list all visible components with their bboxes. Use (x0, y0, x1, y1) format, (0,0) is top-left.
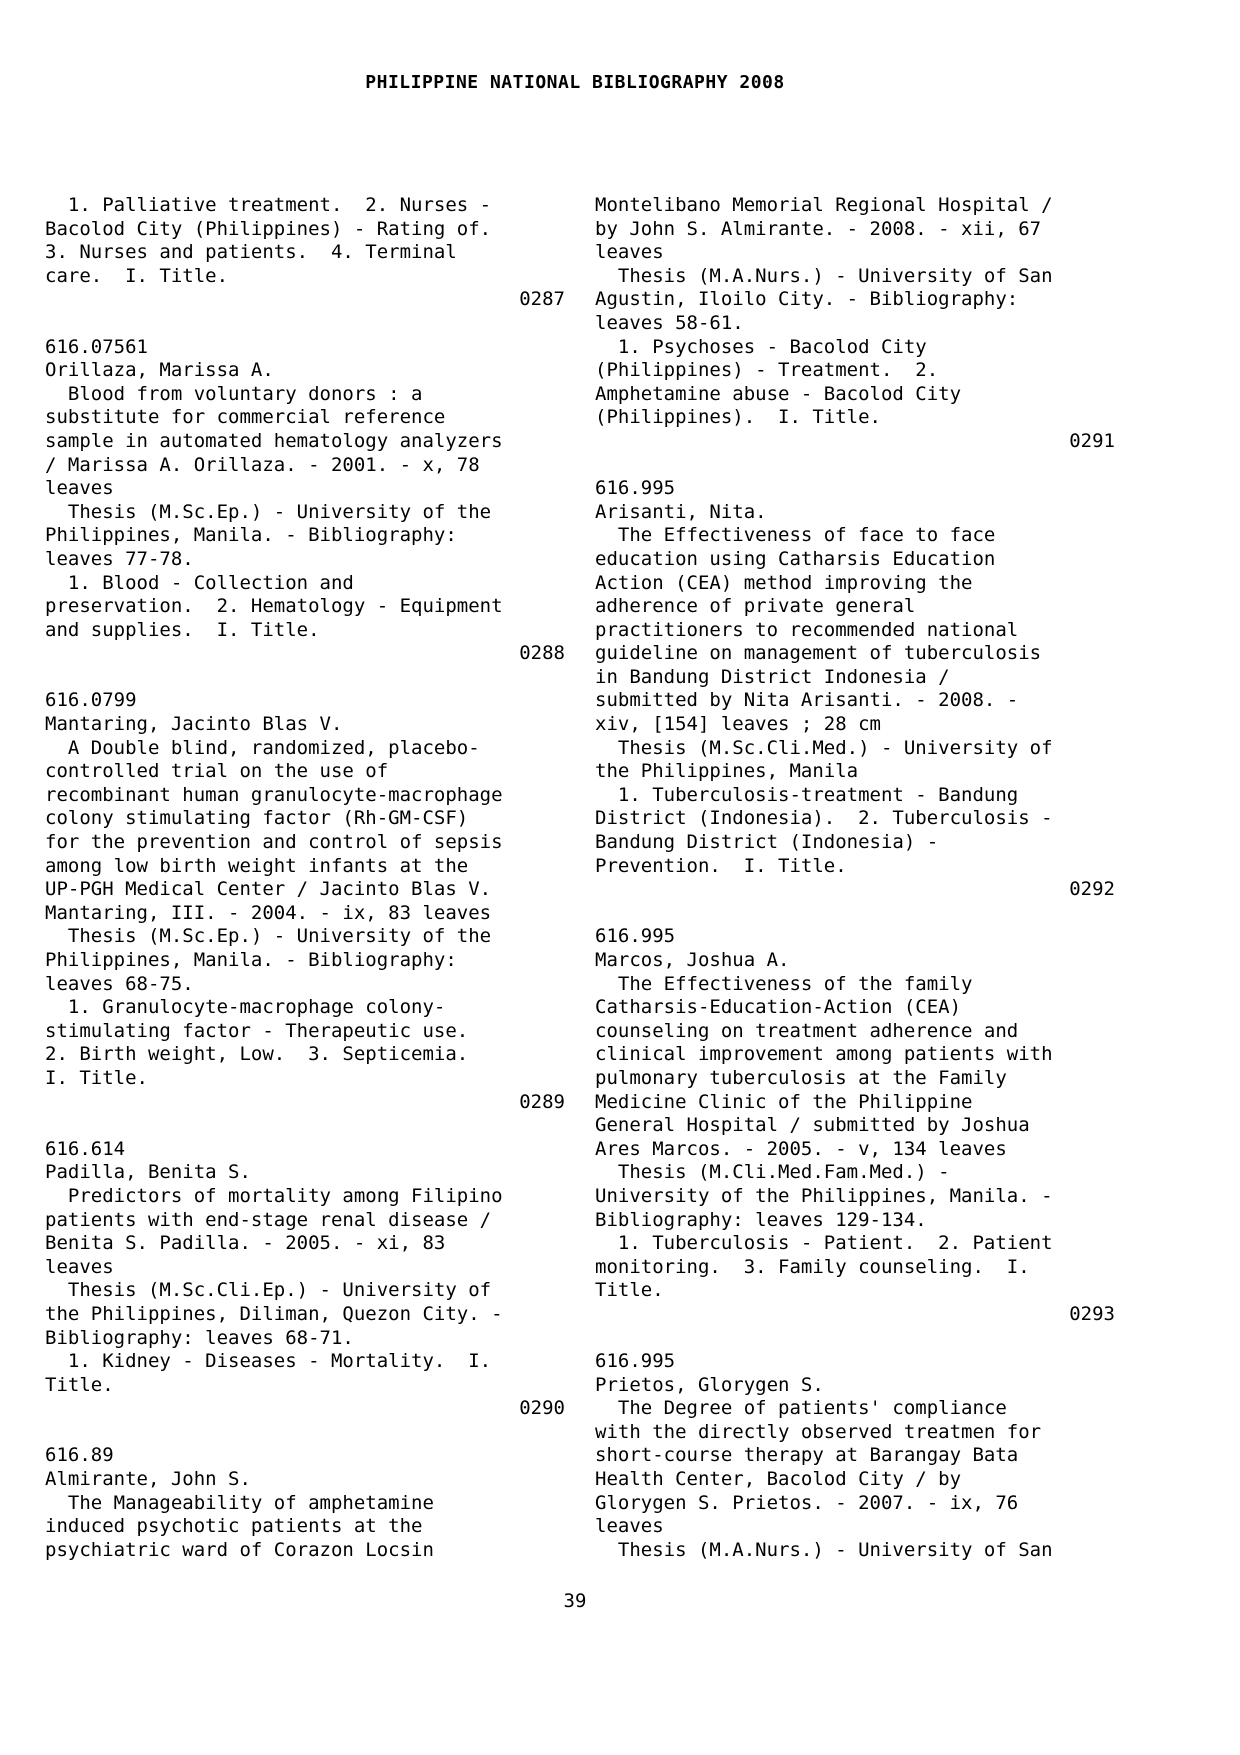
entry-text-line: Thesis (M.Sc.Ep.) - University of the (45, 925, 492, 948)
entry-number: 0290 (519, 1397, 565, 1420)
entry-text-line: the Philippines, Diliman, Quezon City. - (45, 1302, 503, 1325)
entry-text-line: adherence of private general (595, 595, 916, 618)
entry-text-line: 1. Granulocyte-macrophage colony- (45, 996, 446, 1019)
entry-text-line: Ares Marcos. - 2005. - v, 134 leaves (595, 1137, 1007, 1160)
entry-text-line: recombinant human granulocyte-macrophage (45, 783, 503, 806)
entry-text-line: colony stimulating factor (Rh-GM-CSF) (45, 807, 469, 830)
entry-text-line: Bacolod City (Philippines) - Rating of. (45, 217, 492, 240)
entry-text-line: / Marissa A. Orillaza. - 2001. - x, 78 (45, 453, 480, 476)
entry-text-line: Thesis (M.A.Nurs.) - University of San (595, 264, 1053, 287)
entry-text-line: Thesis (M.A.Nurs.) - University of San (595, 1538, 1053, 1561)
entry-text-line: guideline on management of tuberculosis (595, 642, 1042, 665)
entry-text-line: Arisanti, Nita. (595, 500, 767, 523)
entry-text-line: 616.995 (595, 1350, 676, 1373)
entry-text-line: Marcos, Joshua A. (595, 949, 790, 971)
blank-line (595, 454, 1115, 478)
entry-text-line: sample in automated hematology analyzers (45, 429, 503, 452)
entry-text-line: Bibliography: leaves 129-134. (595, 1208, 927, 1231)
entry-text-line: education using Catharsis Education (595, 547, 996, 570)
entry-text-line: 616.614 (45, 1137, 126, 1160)
entry-text-line: 3. Nurses and patients. 4. Terminal (45, 241, 457, 264)
entry-text-line: among low birth weight infants at the (45, 854, 469, 877)
entry-number: 0288 (519, 642, 565, 665)
entry-text-line: 2. Birth weight, Low. 3. Septicemia. (45, 1043, 469, 1066)
entry-text-line: with the directly observed treatmen for (595, 1420, 1042, 1443)
entry-text-line: A Double blind, randomized, placebo- (45, 736, 480, 759)
blank-line (595, 902, 1115, 926)
entry-text-line: General Hospital / submitted by Joshua (595, 1114, 1030, 1137)
entry-text-line: leaves (595, 241, 664, 264)
entry-text-line: (Philippines). I. Title. (595, 406, 881, 429)
entry-text-line: substitute for commercial reference (45, 406, 446, 429)
entry-number: 0292 (1069, 878, 1115, 901)
entry-text-line: by John S. Almirante. - 2008. - xii, 67 (595, 217, 1042, 240)
entry-text-line: Action (CEA) method improving the (595, 571, 973, 594)
entry-text-line: Agustin, Iloilo City. - Bibliography: (595, 288, 1019, 311)
entry-text-line: Blood from voluntary donors : a (45, 382, 423, 405)
blank-line (595, 1327, 1115, 1351)
entry-text-line: I. Title. (45, 1066, 148, 1089)
entry-text-line: UP-PGH Medical Center / Jacinto Blas V. (45, 878, 492, 901)
entry-text-line: Almirante, John S. (45, 1468, 251, 1491)
left-column (45, 194, 565, 1562)
entry-text-line: Health Center, Bacolod City / by (595, 1468, 962, 1491)
page-title: PHILIPPINE NATIONAL BIBLIOGRAPHY 2008 (365, 72, 785, 93)
entry-text-line: submitted by Nita Arisanti. - 2008. - (595, 689, 1019, 712)
right-column (595, 194, 1115, 1562)
entry-text-line: The Effectiveness of face to face (595, 524, 996, 547)
entry-number: 0293 (1069, 1302, 1115, 1325)
entry-text-line: preservation. 2. Hematology - Equipment (45, 595, 503, 618)
entry-text-line: in Bandung District Indonesia / (595, 665, 950, 688)
entry-text-line: psychiatric ward of Corazon Locsin (45, 1538, 434, 1561)
entry-text-line: leaves 68-75. (45, 972, 194, 995)
entry-text-line: Amphetamine abuse - Bacolod City (595, 382, 962, 405)
entry-text-line: 616.995 (595, 925, 676, 948)
entry-text-line: leaves (45, 1255, 114, 1278)
entry-text-line: the Philippines, Manila (595, 760, 859, 783)
entry-text-line: for the prevention and control of sepsis (45, 831, 503, 854)
entry-text-line: Bandung District (Indonesia) - (595, 831, 939, 854)
entry-text-line: practitioners to recommended national (595, 618, 1019, 641)
entry-text-line: (Philippines) - Treatment. 2. (595, 359, 939, 382)
entry-text-line: The Manageability of amphetamine (45, 1491, 434, 1514)
entry-text-line: Title. (45, 1373, 114, 1396)
entry-text-line: clinical improvement among patients with (595, 1043, 1053, 1066)
entry-text-line: leaves (45, 477, 114, 500)
entry-text-line: Thesis (M.Sc.Cli.Med.) - University of (595, 736, 1053, 759)
blank-line (45, 666, 565, 690)
entry-text-line: 616.89 (45, 1444, 114, 1467)
entry-text-line: Predictors of mortality among Filipino (45, 1184, 503, 1207)
blank-line (45, 1114, 565, 1138)
entry-text-line: pulmonary tuberculosis at the Family (595, 1066, 1007, 1089)
entry-text-line: District (Indonesia). 2. Tuberculosis - (595, 807, 1053, 830)
entry-text-line: Benita S. Padilla. - 2005. - xi, 83 (45, 1232, 446, 1255)
entry-text-line: Philippines, Manila. - Bibliography: (45, 949, 457, 971)
entry-text-line: Philippines, Manila. - Bibliography: (45, 524, 457, 547)
entry-text-line: Thesis (M.Sc.Cli.Ep.) - University of (45, 1279, 492, 1302)
entry-text-line: leaves 77-78. (45, 547, 194, 570)
entry-text-line: Orillaza, Marissa A. (45, 359, 274, 382)
entry-text-line: The Degree of patients' compliance (595, 1397, 1007, 1420)
entry-text-line: The Effectiveness of the family (595, 972, 973, 995)
entry-text-line: 1. Kidney - Diseases - Mortality. I. (45, 1350, 492, 1373)
entry-text-line: 1. Psychoses - Bacolod City (595, 335, 927, 358)
blank-line (45, 1421, 565, 1445)
entry-text-line: Montelibano Memorial Regional Hospital / (595, 194, 1053, 216)
entry-text-line: induced psychotic patients at the (45, 1515, 423, 1538)
entry-text-line: Thesis (M.Cli.Med.Fam.Med.) - (595, 1161, 950, 1184)
entry-text-line: short-course therapy at Barangay Bata (595, 1444, 1019, 1467)
entry-text-line: stimulating factor - Therapeutic use. (45, 1019, 469, 1042)
entry-text-line: Catharsis-Education-Action (CEA) (595, 996, 962, 1019)
entry-text-line: care. I. Title. (45, 264, 229, 287)
entry-text-line: xiv, [154] leaves ; 28 cm (595, 713, 881, 736)
entry-text-line: counseling on treatment adherence and (595, 1019, 1019, 1042)
entry-text-line: Bibliography: leaves 68-71. (45, 1326, 354, 1349)
blank-line (45, 312, 565, 336)
entry-text-line: Medicine Clinic of the Philippine (595, 1090, 973, 1113)
entry-text-line: 616.995 (595, 477, 676, 500)
entry-text-line: Glorygen S. Prietos. - 2007. - ix, 76 (595, 1491, 1019, 1514)
entry-text-line: Prevention. I. Title. (595, 854, 847, 877)
entry-text-line: 1. Tuberculosis-treatment - Bandung (595, 783, 1019, 806)
entry-text-line: 616.07561 (45, 335, 148, 358)
entry-text-line: monitoring. 3. Family counseling. I. (595, 1255, 1030, 1278)
entry-text-line: Mantaring, Jacinto Blas V. (45, 713, 343, 736)
page-number: 39 (563, 1590, 587, 1612)
entry-text-line: 1. Tuberculosis - Patient. 2. Patient (595, 1232, 1053, 1255)
entry-text-line: 1. Blood - Collection and (45, 571, 354, 594)
entry-text-line: University of the Philippines, Manila. - (595, 1184, 1053, 1207)
entry-number: 0289 (519, 1090, 565, 1113)
entry-text-line: Prietos, Glorygen S. (595, 1373, 824, 1396)
entry-text-line: 1. Palliative treatment. 2. Nurses - (45, 194, 492, 216)
entry-text-line: Padilla, Benita S. (45, 1161, 251, 1184)
entry-text-line: leaves (595, 1515, 664, 1538)
entry-text-line: Mantaring, III. - 2004. - ix, 83 leaves (45, 901, 492, 924)
entry-text-line: and supplies. I. Title. (45, 618, 320, 641)
entry-text-line: leaves 58-61. (595, 311, 744, 334)
entry-number: 0287 (519, 288, 565, 311)
entry-text-line: controlled trial on the use of (45, 760, 389, 783)
entry-number: 0291 (1069, 429, 1115, 452)
entry-text-line: Title. (595, 1279, 664, 1302)
entry-text-line: 616.0799 (45, 689, 137, 712)
entry-text-line: Thesis (M.Sc.Ep.) - University of the (45, 500, 492, 523)
entry-text-line: patients with end-stage renal disease / (45, 1208, 492, 1231)
